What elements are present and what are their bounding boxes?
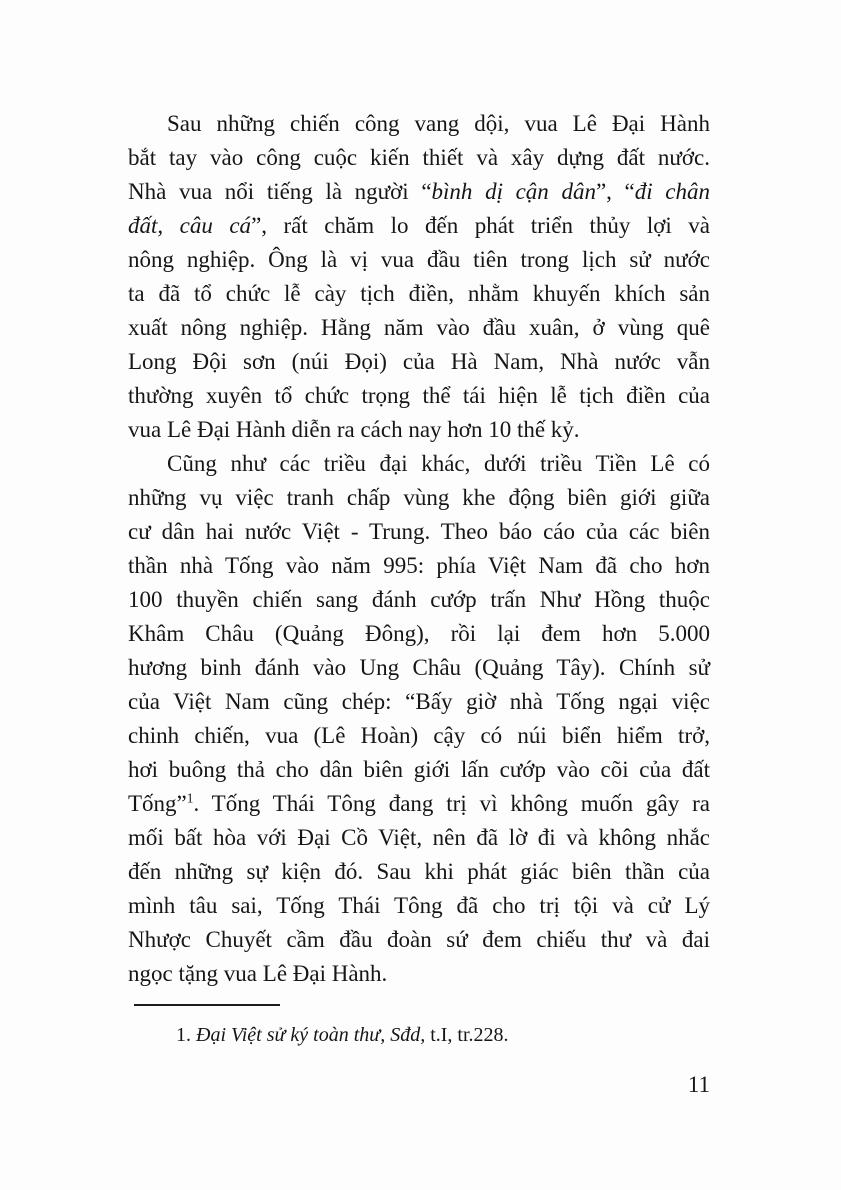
italic-text-run: đi chân: [634, 179, 710, 204]
text-line: [128, 447, 710, 481]
text-run: vua Lê Đại Hành diễn ra cách nay hơn 10 thế kỷ.: [128, 417, 580, 442]
text-run: đến những sự kiện đó. Sau khi phát giác biên thần của: [128, 859, 710, 884]
text-run: thần nhà Tống vào năm 995: phía Việt Nam đã cho hơn: [128, 553, 710, 578]
text-line: [128, 515, 710, 549]
italic-text-run: đất, câu cá: [128, 213, 252, 238]
text-run: ”, “: [595, 179, 635, 204]
text-line: [128, 855, 710, 889]
text-run: Nhược Chuyết cầm đầu đoàn sứ đem chiếu thư và đai: [128, 927, 710, 952]
text-run: Sau những chiến công vang dội, vua Lê Đại Hành: [167, 111, 710, 136]
text-run: Nhà vua nổi tiếng là người “: [128, 179, 432, 204]
text-line: [128, 617, 710, 651]
text-line: [128, 753, 710, 787]
text-line: [128, 311, 710, 345]
text-run: 1.: [176, 1024, 196, 1046]
text-run: xuất nông nghiệp. Hằng năm vào đầu xuân, ở vùng quê: [128, 315, 710, 340]
text-line: [128, 209, 710, 243]
text-run: nông nghiệp. Ông là vị vua đầu tiên trong lịch sử nước: [128, 247, 710, 272]
text-run: Khâm Châu (Quảng Đông), rồi lại đem hơn 5.000: [128, 621, 710, 646]
text-line: [128, 175, 710, 209]
text-line: [128, 379, 710, 413]
text-line: [128, 821, 710, 855]
text-run: ngọc tặng vua Lê Đại Hành.: [128, 961, 388, 986]
text-run: chinh chiến, vua (Lê Hoàn) cậy có núi biển hiểm trở,: [128, 723, 710, 748]
text-line: [128, 141, 710, 175]
text-line: [128, 685, 710, 719]
text-line: [128, 957, 710, 991]
text-run: hơi buông thả cho dân biên giới lấn cướp vào cõi của đất: [128, 757, 710, 782]
text-run: ta đã tổ chức lễ cày tịch điền, nhằm khuyến khích sản: [128, 281, 710, 306]
text-run: t.I, tr.228.: [425, 1024, 509, 1046]
page-body: [128, 107, 710, 991]
text-run: cư dân hai nước Việt - Trung. Theo báo cáo của các biên: [128, 519, 710, 544]
italic-text-run: Đại Việt sử ký toàn thư, Sđd,: [196, 1024, 426, 1046]
text-run: bắt tay vào công cuộc kiến thiết và xây dựng đất nước.: [128, 145, 710, 170]
text-line: [128, 583, 710, 617]
text-line: [128, 345, 710, 379]
text-line: [128, 413, 710, 447]
text-run: Long Đội sơn (núi Đọi) của Hà Nam, Nhà nước vẫn: [128, 349, 710, 374]
text-line: [128, 277, 710, 311]
text-run: mối bất hòa với Đại Cồ Việt, nên đã lờ đi và không nhắc: [128, 825, 710, 850]
text-run: mình tâu sai, Tống Thái Tông đã cho trị tội và cử Lý: [128, 893, 710, 918]
footnote-separator: [134, 1004, 280, 1006]
italic-text-run: bình dị cận dân: [431, 179, 596, 204]
text-run: thường xuyên tổ chức trọng thể tái hiện lễ tịch điền của: [128, 383, 710, 408]
text-run: . Tống Thái Tông đang trị vì không muốn gây ra: [193, 791, 710, 816]
footnote-line: [128, 1021, 710, 1049]
footnote-lines: [128, 1021, 710, 1049]
text-line: [128, 719, 710, 753]
text-line: [128, 889, 710, 923]
text-run: Tống”: [128, 791, 187, 816]
footnote-marker: 1: [186, 790, 194, 806]
text-run: của Việt Nam cũng chép: “Bấy giờ nhà Tống ngại việc: [128, 689, 710, 714]
text-run: Cũng như các triều đại khác, dưới triều Tiền Lê có: [167, 451, 710, 476]
footnote: [128, 1004, 710, 1049]
page-number: 11: [687, 1072, 710, 1097]
text-line: [128, 923, 710, 957]
text-run: những vụ việc tranh chấp vùng khe động biên giới giữa: [128, 485, 710, 510]
text-run: 100 thuyền chiến sang đánh cướp trấn Như Hồng thuộc: [128, 587, 710, 612]
text-line: [128, 787, 710, 821]
text-run: ”, rất chăm lo đến phát triển thủy lợi và: [251, 213, 710, 238]
text-line: [128, 549, 710, 583]
text-run: hương binh đánh vào Ung Châu (Quảng Tây). Chính sử: [128, 655, 710, 680]
text-line: [128, 651, 710, 685]
text-line: [128, 481, 710, 515]
text-line: [128, 107, 710, 141]
text-line: [128, 243, 710, 277]
